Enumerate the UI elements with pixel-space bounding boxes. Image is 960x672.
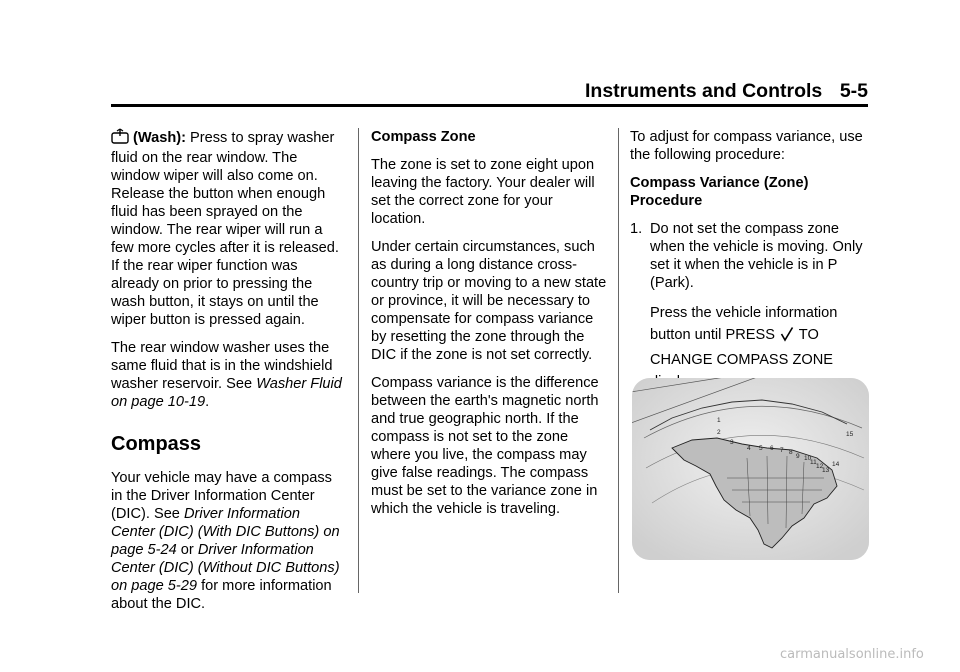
zone-label-5: 5 xyxy=(759,445,763,452)
wash-paragraph xyxy=(111,128,347,329)
zone-label-2: 2 xyxy=(717,429,721,436)
column-1 xyxy=(111,128,347,623)
zone-label-7: 7 xyxy=(780,447,784,454)
dic-no-buttons-reference-link[interactable]: Driver Information Center (DIC) (Without DIC Buttons) on page 5-29 xyxy=(111,542,340,594)
procedure-intro: To adjust for compass variance, use the following procedure: xyxy=(630,129,863,163)
zone-label-14: 14 xyxy=(832,461,840,468)
zone-label-9: 9 xyxy=(796,453,800,460)
header-rule xyxy=(111,104,868,107)
zone-paragraph-3: Compass variance is the difference between the earth's magnetic north and true geographic north. If the compass is not set to the zone where you live, the compass may give false readings. The compass must be set to the variance zone in which the vehicle is traveling. xyxy=(371,375,599,517)
step-1-text: Do not set the compass zone when the vehicle is moving. Only set it when the vehicle is in P (Park). xyxy=(650,221,863,291)
compass-heading: Compass xyxy=(111,433,202,455)
fluid-paragraph: The rear window washer uses the same fluid that is in the windshield washer reservoir. See Washer Fluid on page 10-19. xyxy=(111,340,342,410)
column-divider-2 xyxy=(618,128,619,593)
zone-label-13: 13 xyxy=(822,467,830,474)
page-header xyxy=(585,80,868,104)
column-2 xyxy=(371,128,607,528)
zone-label-10: 10 xyxy=(804,455,812,462)
fluid-reference-link[interactable]: Washer Fluid on page 10-19 xyxy=(111,376,342,410)
zone-label-4: 4 xyxy=(747,445,751,452)
zone-label-15: 15 xyxy=(846,431,854,438)
compass-paragraph: Your vehicle may have a compass in the Driver Information Center (DIC). See Driver Information Center (DIC) (With DIC Buttons) on page 5-24 or Driver Information Center (DIC) (Without DIC Buttons) on page 5-29 for more information about the DIC. xyxy=(111,470,340,612)
column-3 xyxy=(630,128,868,403)
zone-label-8: 8 xyxy=(789,449,793,456)
wash-label: (Wash): xyxy=(133,130,186,146)
page-number: 5-5 xyxy=(839,80,868,102)
compass-zone-heading: Compass Zone xyxy=(371,129,476,145)
zone-label-11: 11 xyxy=(810,459,817,466)
zone-paragraph-2: Under certain circumstances, such as during a long distance cross-country trip or moving to a new state or province, it will be necessary to compensate for compass variance by resetting the zone through the DIC if the zone is not set correctly. xyxy=(371,239,607,363)
zone-label-12: 12 xyxy=(816,463,824,470)
wash-text: Press to spray washer fluid on the rear window. The window wiper will also come on. Release the button when enough fluid has been sprayed on the window. The rear wiper will run a few more cycles after it is released. If the rear wiper function was already on prior to pressing the wash button, it stays on until the wiper button is pressed again. xyxy=(111,130,339,328)
step-1-subtext: Press the vehicle information button until PRESS TO CHANGE COMPASS ZONE xyxy=(650,305,838,368)
dic-buttons-reference-link[interactable]: Driver Information Center (DIC) (With DIC Buttons) on page 5-24 xyxy=(111,506,340,558)
procedure-heading: Compass Variance (Zone) Procedure xyxy=(630,175,809,209)
washer-icon xyxy=(111,128,129,149)
checkmark-icon xyxy=(780,326,794,349)
watermark: carmanualsonline.info xyxy=(780,647,924,662)
zone-label-6: 6 xyxy=(770,445,774,452)
zone-paragraph-1: The zone is set to zone eight upon leaving the factory. Your dealer will set the correct zone for your location. xyxy=(371,157,595,227)
zone-label-1: 1 xyxy=(717,417,721,424)
zone-label-3: 3 xyxy=(730,439,734,446)
section-title: Instruments and Controls xyxy=(585,80,823,102)
fluid-text: The rear window washer uses the same fluid that is in the windshield washer reservoir. See xyxy=(111,340,333,392)
step-number: 1. xyxy=(630,221,643,237)
compass-zone-map xyxy=(632,378,869,560)
procedure-step-1 xyxy=(630,220,868,403)
column-divider-1 xyxy=(358,128,359,593)
